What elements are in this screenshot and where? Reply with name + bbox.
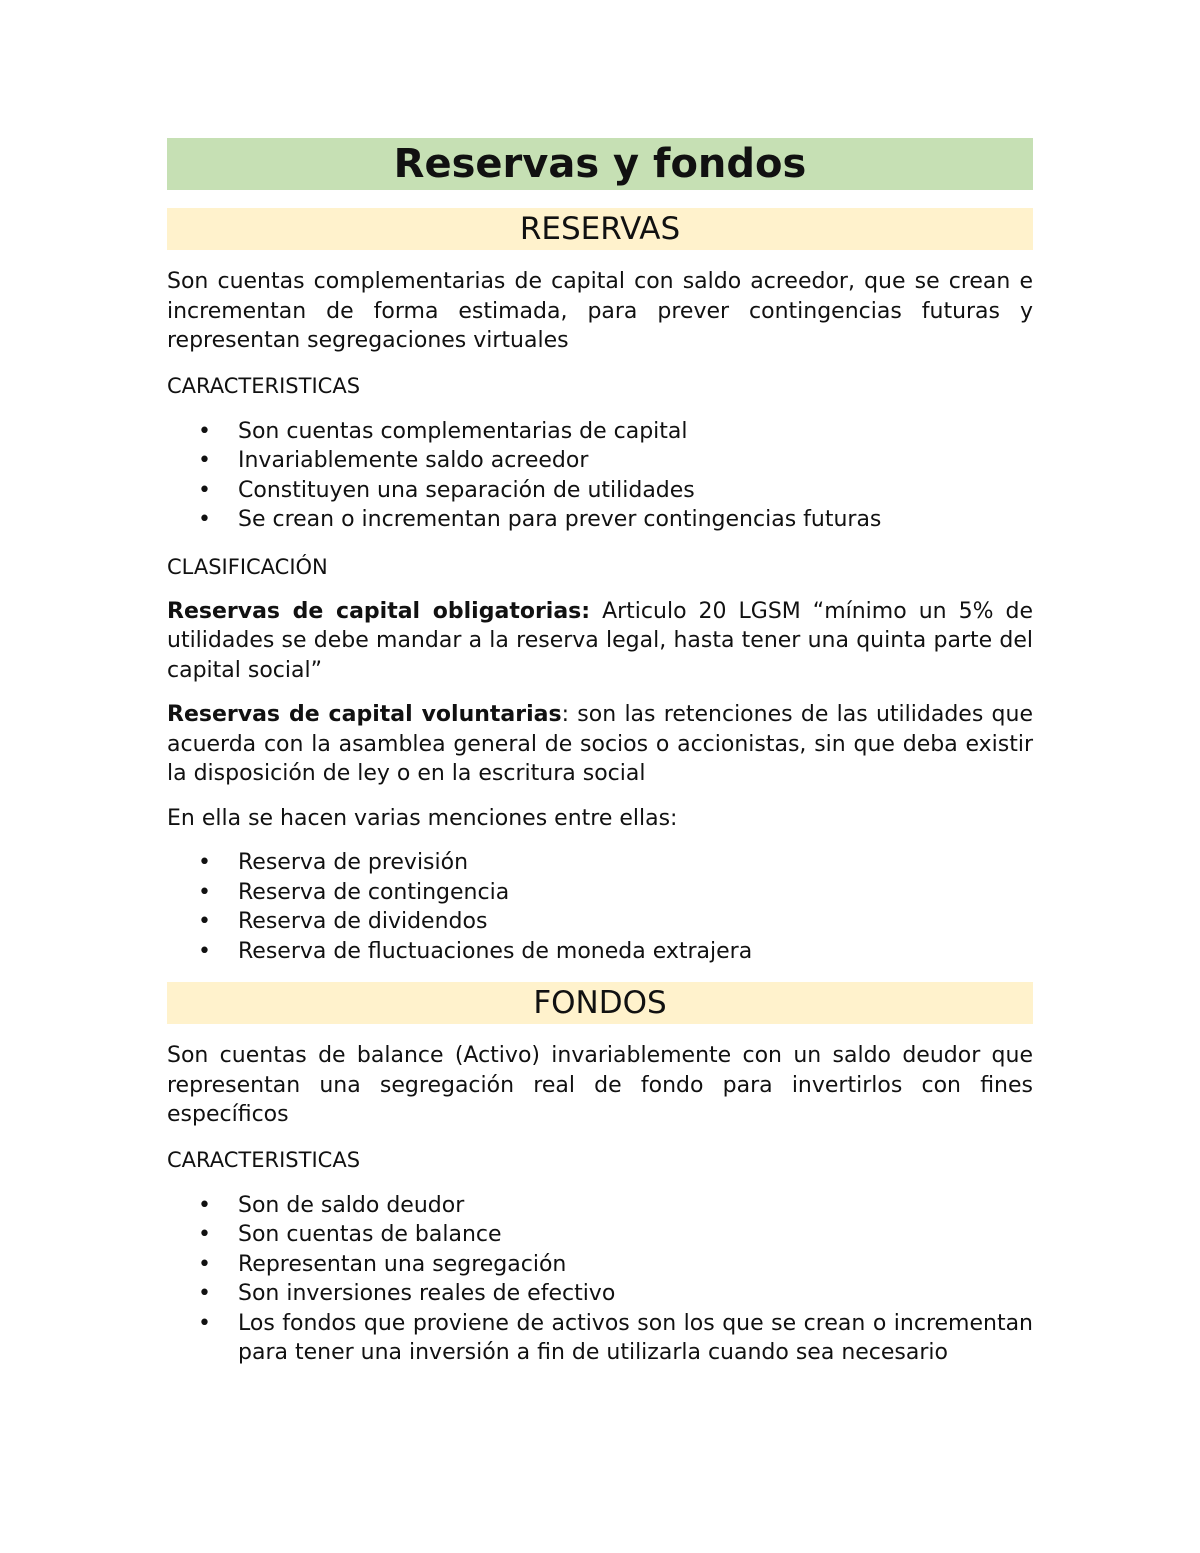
reservas-obligatorias-term: Reservas de capital obligatorias: bbox=[167, 598, 591, 624]
list-item: • Se crean o incrementan para prever contingencias futuras bbox=[167, 505, 1033, 535]
menciones-list bbox=[167, 848, 1033, 966]
fondos-caracteristicas-list bbox=[167, 1191, 1033, 1368]
list-item: • Reserva de previsión bbox=[167, 848, 1033, 878]
reservas-voluntarias-term: Reservas de capital voluntarias bbox=[167, 702, 562, 727]
fondos-intro: Son cuentas de balance (Activo) invariablemente con un saldo deudor que representan una segregación real de fondo para invertirlos con fines específicos bbox=[167, 1043, 1033, 1127]
reservas-intro: Son cuentas complementarias de capital con saldo acreedor, que se crean e incrementan de forma estimada, para prever contingencias futuras y representan segregaciones virtuales bbox=[167, 269, 1033, 353]
reservas-obligatorias-paragraph bbox=[167, 597, 1033, 686]
list-item: • Los fondos que proviene de activos son los que se crean o incrementan para tener una inversión a fin de utilizarla cuando sea necesario bbox=[167, 1309, 1033, 1368]
list-item: • Reserva de contingencia bbox=[167, 878, 1033, 908]
list-item: • Constituyen una separación de utilidades bbox=[167, 476, 1033, 506]
reservas-obligatorias-text: Articulo 20 LGSM “mínimo un 5% de utilidades se debe mandar a la reserva legal, hasta tener una quinta parte del capital social” bbox=[167, 598, 1033, 683]
list-item: • Son cuentas complementarias de capital bbox=[167, 417, 1033, 447]
fondos-caracteristicas-label: CARACTERISTICAS bbox=[167, 1147, 361, 1172]
list-item: • Son de saldo deudor bbox=[167, 1191, 1033, 1221]
reservas-caracteristicas-label: CARACTERISTICAS bbox=[167, 373, 361, 398]
document-page bbox=[167, 138, 1033, 1368]
list-item: • Representan una segregación bbox=[167, 1250, 1033, 1280]
list-item: • Son cuentas de balance bbox=[167, 1220, 1033, 1250]
reservas-voluntarias-text: : son las retenciones de las utilidades que acuerda con la asamblea general de socios o accionistas, sin que deba existir la disposición de ley o en la escritura social bbox=[167, 702, 1033, 786]
reservas-voluntarias-paragraph bbox=[167, 700, 1033, 789]
list-item: • Reserva de dividendos bbox=[167, 907, 1033, 937]
list-item: • Son inversiones reales de efectivo bbox=[167, 1279, 1033, 1309]
reservas-caracteristicas-list bbox=[167, 417, 1033, 535]
list-item: • Invariablemente saldo acreedor bbox=[167, 446, 1033, 476]
document-title: Reservas y fondos bbox=[167, 138, 1033, 190]
clasificacion-label: CLASIFICACIÓN bbox=[167, 554, 328, 579]
list-item: • Reserva de fluctuaciones de moneda extrajera bbox=[167, 937, 1033, 967]
section-heading-reservas: RESERVAS bbox=[167, 208, 1033, 250]
menciones-intro: En ella se hacen varias menciones entre ellas: bbox=[167, 805, 678, 831]
section-heading-fondos: FONDOS bbox=[167, 982, 1033, 1024]
